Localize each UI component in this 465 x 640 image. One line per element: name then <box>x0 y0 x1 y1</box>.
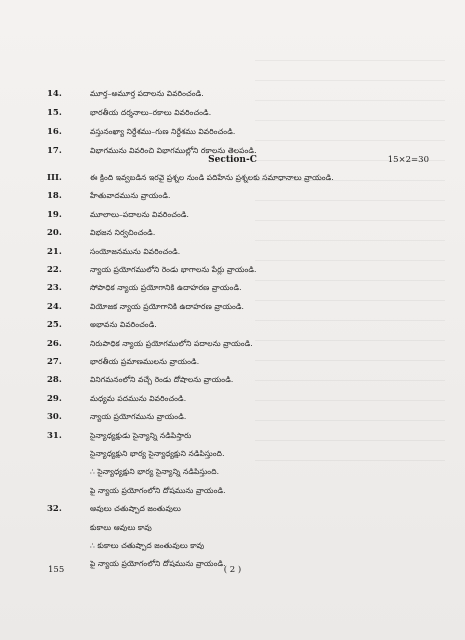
section-marks: 15×2=30 <box>387 155 429 165</box>
question-text: పై న్యాయ ప్రయోగంలోని దోషమును వ్రాయండి. <box>90 485 226 495</box>
question-text: మధ్యమ పదమును వివరించండి. <box>90 393 187 403</box>
question-number: 29. <box>47 393 62 404</box>
question-number: 24. <box>47 301 62 312</box>
question-row <box>0 464 465 480</box>
section-title: Section-C <box>208 155 257 165</box>
question-row <box>0 124 465 140</box>
question-number: 15. <box>47 108 62 118</box>
question-text: కుకాలు ఆవులు కావు <box>90 522 152 532</box>
question-row <box>0 428 465 444</box>
question-number: 25. <box>47 320 62 331</box>
question-row <box>0 280 465 296</box>
question-row <box>0 409 465 425</box>
question-text: నిరుపాధిక న్యాయ ప్రయోగములోని పదాలను వ్రాయండి. <box>90 338 253 348</box>
question-row <box>0 262 465 278</box>
question-row <box>0 520 465 536</box>
question-text: మూలాలు–పదాలను వివరించండి. <box>90 209 190 219</box>
question-number: 32. <box>47 504 62 515</box>
question-row <box>0 354 465 370</box>
question-row <box>0 225 465 241</box>
question-number: 31. <box>47 430 62 441</box>
question-text: ఆవులు చతుష్పాద జంతువులు <box>90 504 181 514</box>
question-text: సోపాధిక న్యాయ ప్రయోగానికి ఉదాహరణ వ్రాయండి. <box>90 283 242 293</box>
question-number: 16. <box>47 127 62 137</box>
question-number: 14. <box>47 89 62 99</box>
question-text: వియోజక న్యాయ ప్రయోగానికి ఉదాహరణ వ్రాయండి. <box>90 301 245 311</box>
question-number: 19. <box>47 209 62 220</box>
page-number: ( 2 ) <box>223 565 242 575</box>
question-text: ∴ కుకాలు చతుష్పాద జంతువులు కావు <box>90 541 205 550</box>
question-row <box>0 244 465 260</box>
question-number: 17. <box>47 146 62 156</box>
question-number: 18. <box>47 191 62 202</box>
question-number: 26. <box>47 338 62 349</box>
question-row <box>0 501 465 517</box>
question-text: సైన్యాధ్యక్షుని భార్య సైన్యాధ్యక్షుని నడిపిస్తుంది. <box>90 449 225 458</box>
question-row <box>0 336 465 352</box>
question-row <box>0 391 465 407</box>
question-number: 28. <box>47 375 62 386</box>
question-text: సంయోజనమును వివరించండి. <box>90 246 181 256</box>
question-row <box>0 483 465 499</box>
question-number: 30. <box>47 412 62 423</box>
question-text: పై న్యాయ ప్రయోగంలోని దోషమును వ్రాయండి. <box>90 559 226 569</box>
question-number: III. <box>47 173 62 183</box>
question-text: సైన్యాధ్యక్షుడు సైన్యాన్ని నడిపిస్తారు <box>90 430 192 440</box>
question-row <box>0 299 465 315</box>
question-text: విభాగమును వివరించి విభాగముల్లోని రకాలను తెలపండి. <box>90 146 257 155</box>
question-text: అభావను వివరించండి. <box>90 320 157 330</box>
question-text: విభజన నిర్వచించండి. <box>90 228 156 238</box>
question-number: 27. <box>47 357 62 367</box>
question-text: న్యాయ ప్రయోగములోని రెండు భాగాలను పేర్లు వ్రాయండి. <box>90 265 257 274</box>
question-text: వినిగమనంలోని వచ్చే రెండు దోషాలను వ్రాయండి. <box>90 375 234 385</box>
question-number: 23. <box>47 283 62 294</box>
question-text: ∴ సైన్యాధ్యక్షుని భార్య సైన్యాన్ని నడిపిస్తుంది. <box>90 467 220 477</box>
question-number: 20. <box>47 228 62 239</box>
question-number: 22. <box>47 265 62 275</box>
paper-code: 155 <box>48 565 65 575</box>
question-number: 21. <box>47 246 62 257</box>
question-text: న్యాయ ప్రయోగమును వ్రాయండి. <box>90 412 187 422</box>
question-text: భారతీయ ప్రమాణములను వ్రాయండి. <box>90 357 200 366</box>
question-row <box>0 372 465 388</box>
question-row <box>0 317 465 333</box>
question-text: మూర్త–అమూర్త పదాలను వివరించండి. <box>90 89 204 98</box>
question-row <box>0 188 465 204</box>
question-text: వస్తునంఖ్యా నిర్దేశము–గుణ నిర్దేశము వివరించండి. <box>90 127 236 136</box>
question-text: హేతువాదమును వ్రాయండి. <box>90 191 171 201</box>
question-row <box>0 538 465 554</box>
question-row <box>0 446 465 462</box>
question-text: ఈ క్రింది ఇవ్వబడిన ఇరవై ప్రశ్నల నుండి పదిహేను ప్రశ్నలకు సమాధానాలు వ్రాయండి. <box>90 173 334 182</box>
question-row <box>0 105 465 121</box>
question-text: భారతీయ దర్శనాలు–రకాలు వివరించండి. <box>90 108 212 117</box>
section-heading <box>0 152 465 168</box>
question-row <box>0 170 465 186</box>
question-row <box>0 207 465 223</box>
question-row <box>0 86 465 102</box>
